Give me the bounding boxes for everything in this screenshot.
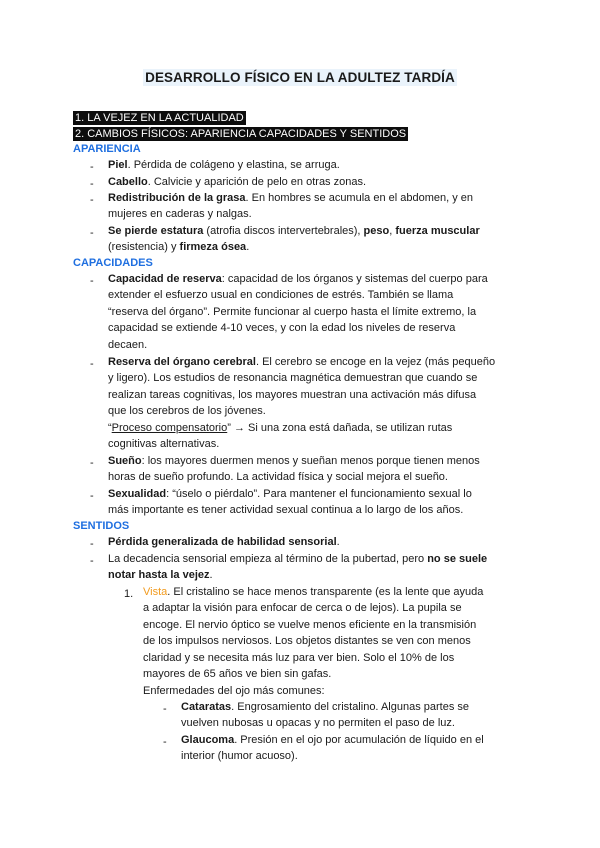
page-title (0, 70, 600, 85)
list-item-grasa-cont: mujeres en caderas y nalgas. (108, 208, 252, 220)
list-item-vista: Vista. El cristalino se hace menos transparente (es la lente que ayuda (143, 586, 484, 598)
text-line: más importante es tener actividad sexual continua a lo largo de los años. (108, 504, 464, 516)
bullet-marker: - (163, 703, 167, 715)
list-item-decadencia-cont: notar hasta la vejez. (108, 569, 213, 581)
bullet-marker: - (90, 275, 94, 287)
list-item-sueno: Sueño: los mayores duermen menos y sueñan menos porque tienen menos (108, 455, 480, 467)
list-item-perdida: Pérdida generalizada de habilidad sensorial. (108, 536, 340, 548)
section-heading-1: 1. LA VEJEZ EN LA ACTUALIDAD (75, 112, 244, 124)
subheading-sentidos: SENTIDOS (73, 520, 130, 532)
list-item-cataratas: Cataratas. Engrosamiento del cristalino. Algunas partes se (181, 701, 469, 713)
bullet-marker: - (90, 358, 94, 370)
text-line: a adaptar la visión para enfocar de cerca o de lejos). La pupila se (143, 602, 462, 614)
list-item-glaucoma: Glaucoma. Presión en el ojo por acumulación de líquido en el (181, 734, 484, 746)
list-item-sexualidad: Sexualidad: “úselo o piérdalo”. Para mantener el funcionamiento sexual lo (108, 488, 472, 500)
bullet-marker: - (90, 194, 94, 206)
text-line-enfermedades: Enfermedades del ojo más comunes: (143, 685, 325, 697)
text-line: realizan tareas cognitivas, los mayores muestran una activación más difusa (108, 389, 477, 401)
bullet-marker: - (90, 538, 94, 550)
bullet-marker: - (90, 161, 94, 173)
bullet-marker: - (90, 178, 94, 190)
bullet-marker: - (163, 736, 167, 748)
text-line: claridad y se necesita más luz para ver bien. Solo el 10% de los (143, 652, 455, 664)
text-line: encoge. El nervio óptico se vuelve menos eficiente en la transmisión (143, 619, 477, 631)
list-item-grasa: Redistribución de la grasa. En hombres se acumula en el abdomen, y en (108, 192, 474, 204)
text-line: mayores de 65 años ve bien sin gafas. (143, 668, 332, 680)
text-line: vuelven nubosas u opacas y no permiten el paso de luz. (181, 717, 455, 729)
bullet-marker: - (90, 555, 94, 567)
section-heading-2: 2. CAMBIOS FÍSICOS: APARIENCIA CAPACIDADES Y SENTIDOS (75, 128, 407, 140)
text-line: que los cerebros de los jóvenes. (108, 405, 266, 417)
text-line: interior (humor acuoso). (181, 750, 298, 762)
list-item-piel: Piel. Pérdida de colágeno y elastina, se arruga. (108, 159, 340, 171)
list-item-estatura-cont: (resistencia) y firmeza ósea. (108, 241, 250, 253)
text-line: y ligero). Los estudios de resonancia magnética demuestran que cuando se (108, 372, 478, 384)
list-number: 1. (124, 588, 134, 600)
bullet-marker: - (90, 457, 94, 469)
subheading-capacidades: CAPACIDADES (73, 257, 153, 269)
list-item-reserva: Capacidad de reserva: capacidad de los órganos y sistemas del cuerpo para (108, 273, 488, 285)
title-text: DESARROLLO FÍSICO EN LA ADULTEZ TARDÍA (145, 70, 455, 85)
text-line: de los impulsos nerviosos. Los objetos distantes se ven con menos (143, 635, 471, 647)
text-line: capacidad se extiende 4-10 veces, y con la edad los niveles de reserva (108, 322, 456, 334)
list-item-estatura: Se pierde estatura (atrofia discos intervertebrales), peso, fuerza muscular (108, 225, 480, 237)
list-item-cerebral: Reserva del órgano cerebral. El cerebro se encoge en la vejez (más pequeño (108, 356, 496, 368)
text-line: decaen. (108, 339, 148, 351)
text-line: “reserva del órgano”. Permite funcionar al cuerpo hasta el límite extremo, la (108, 306, 477, 318)
subheading-apariencia: APARIENCIA (73, 143, 141, 155)
list-item-decadencia: La decadencia sensorial empieza al término de la pubertad, pero no se suele (108, 553, 488, 565)
bullet-marker: - (90, 227, 94, 239)
text-line-proceso: “Proceso compensatorio” → Si una zona está dañada, se utilizan rutas (108, 422, 453, 434)
text-line: cognitivas alternativas. (108, 438, 220, 450)
text-line: extender el esfuerzo usual en condiciones de estrés. También se llama (108, 289, 454, 301)
list-item-cabello: Cabello. Calvicie y aparición de pelo en otras zonas. (108, 176, 367, 188)
text-line: horas de sueño profundo. La actividad física y social mejora el sueño. (108, 471, 448, 483)
bullet-marker: - (90, 490, 94, 502)
